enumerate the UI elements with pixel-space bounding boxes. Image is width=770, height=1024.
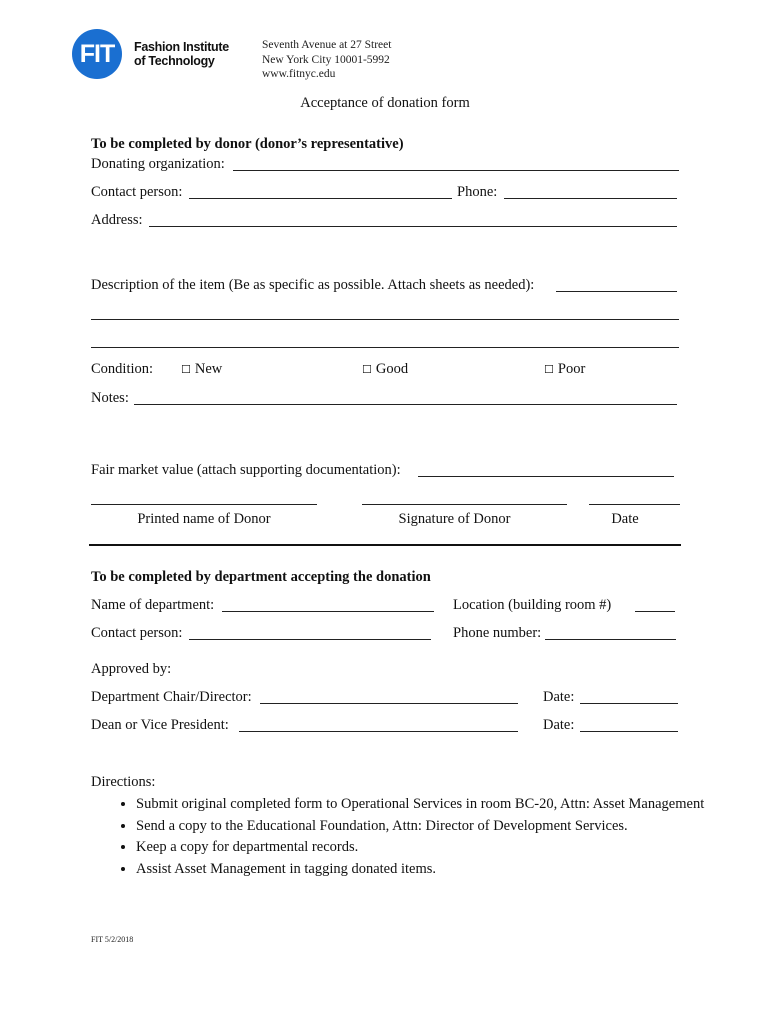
institution-name [134,40,229,68]
chair-director-field[interactable] [260,703,518,704]
dean-date-label: Date: [543,717,575,733]
department-contact-label: Contact person: [91,625,183,641]
donor-address-label: Address: [91,212,143,228]
donor-contact-field[interactable] [189,198,452,199]
department-name-label: Name of department: [91,597,215,613]
institution-name-line2: of Technology [134,54,215,68]
fit-logo: FIT [72,29,122,79]
directions-heading: Directions: [91,774,156,790]
address-line2: New York City 10001-5992 [262,53,390,66]
dean-vp-field[interactable] [239,731,518,732]
address-line3: www.fitnyc.edu [262,68,336,80]
directions-item: • Send a copy to the Educational Foundation, Attn: Director of Development Services. [136,816,706,838]
department-phone-label: Phone number: [453,625,542,641]
footer-revision: FIT 5/2/2018 [91,935,134,944]
location-label: Location (building room #) [453,597,612,613]
dean-vp-label: Dean or Vice President: [91,717,229,733]
directions-item: • Assist Asset Management in tagging donated items. [136,859,706,881]
condition-new-option[interactable] [181,361,222,378]
condition-good-option[interactable] [362,361,408,378]
donating-organization-label: Donating organization: [91,156,225,172]
institution-address [262,38,391,82]
form-title: Acceptance of donation form [300,95,470,111]
fair-market-value-field[interactable] [418,476,674,477]
condition-poor-label: Poor [557,361,586,377]
notes-label: Notes: [91,390,129,406]
approved-by-label: Approved by: [91,661,172,677]
institution-name-line1: Fashion Institute [134,40,229,54]
donor-phone-label: Phone: [457,184,498,200]
condition-label: Condition: [91,361,154,377]
department-section-heading: To be completed by department accepting the donation [91,569,431,585]
printed-name-field[interactable] [91,504,317,505]
checkbox-icon[interactable]: ☐ [362,363,372,376]
department-phone-field[interactable] [545,639,676,640]
signature-label: Signature of Donor [398,511,511,527]
directions-item: • Submit original completed form to Operational Services in room BC-20, Attn: Asset Management [136,794,706,816]
donor-contact-label: Contact person: [91,184,183,200]
item-description-field-1[interactable] [556,291,677,292]
department-contact-field[interactable] [189,639,431,640]
directions-list [108,794,706,880]
checkbox-icon[interactable]: ☐ [181,363,191,376]
printed-name-label: Printed name of Donor [137,511,271,527]
condition-good-label: Good [375,361,409,377]
directions-item: • Keep a copy for departmental records. [136,837,706,859]
donating-organization-field[interactable] [233,170,679,171]
condition-new-label: New [194,361,223,377]
address-line1: Seventh Avenue at 27 Street [262,39,392,51]
chair-director-label: Department Chair/Director: [91,689,252,705]
department-name-field[interactable] [222,611,434,612]
dean-date-field[interactable] [580,731,678,732]
chair-date-field[interactable] [580,703,678,704]
donor-date-label: Date [611,511,639,527]
condition-poor-option[interactable] [544,361,585,378]
item-description-label: Description of the item (Be as specific as possible. Attach sheets as needed): [91,277,535,293]
location-field[interactable] [635,611,675,612]
item-description-field-2[interactable] [91,319,679,320]
fair-market-value-label: Fair market value (attach supporting documentation): [91,462,401,478]
item-description-field-3[interactable] [91,347,679,348]
signature-field[interactable] [362,504,567,505]
donor-section-heading: To be completed by donor (donor’s representative) [91,136,404,152]
chair-date-label: Date: [543,689,575,705]
notes-field[interactable] [134,404,677,405]
donor-address-field[interactable] [149,226,677,227]
checkbox-icon[interactable]: ☐ [544,363,554,376]
section-divider [89,544,681,546]
donor-date-field[interactable] [589,504,680,505]
donor-phone-field[interactable] [504,198,677,199]
